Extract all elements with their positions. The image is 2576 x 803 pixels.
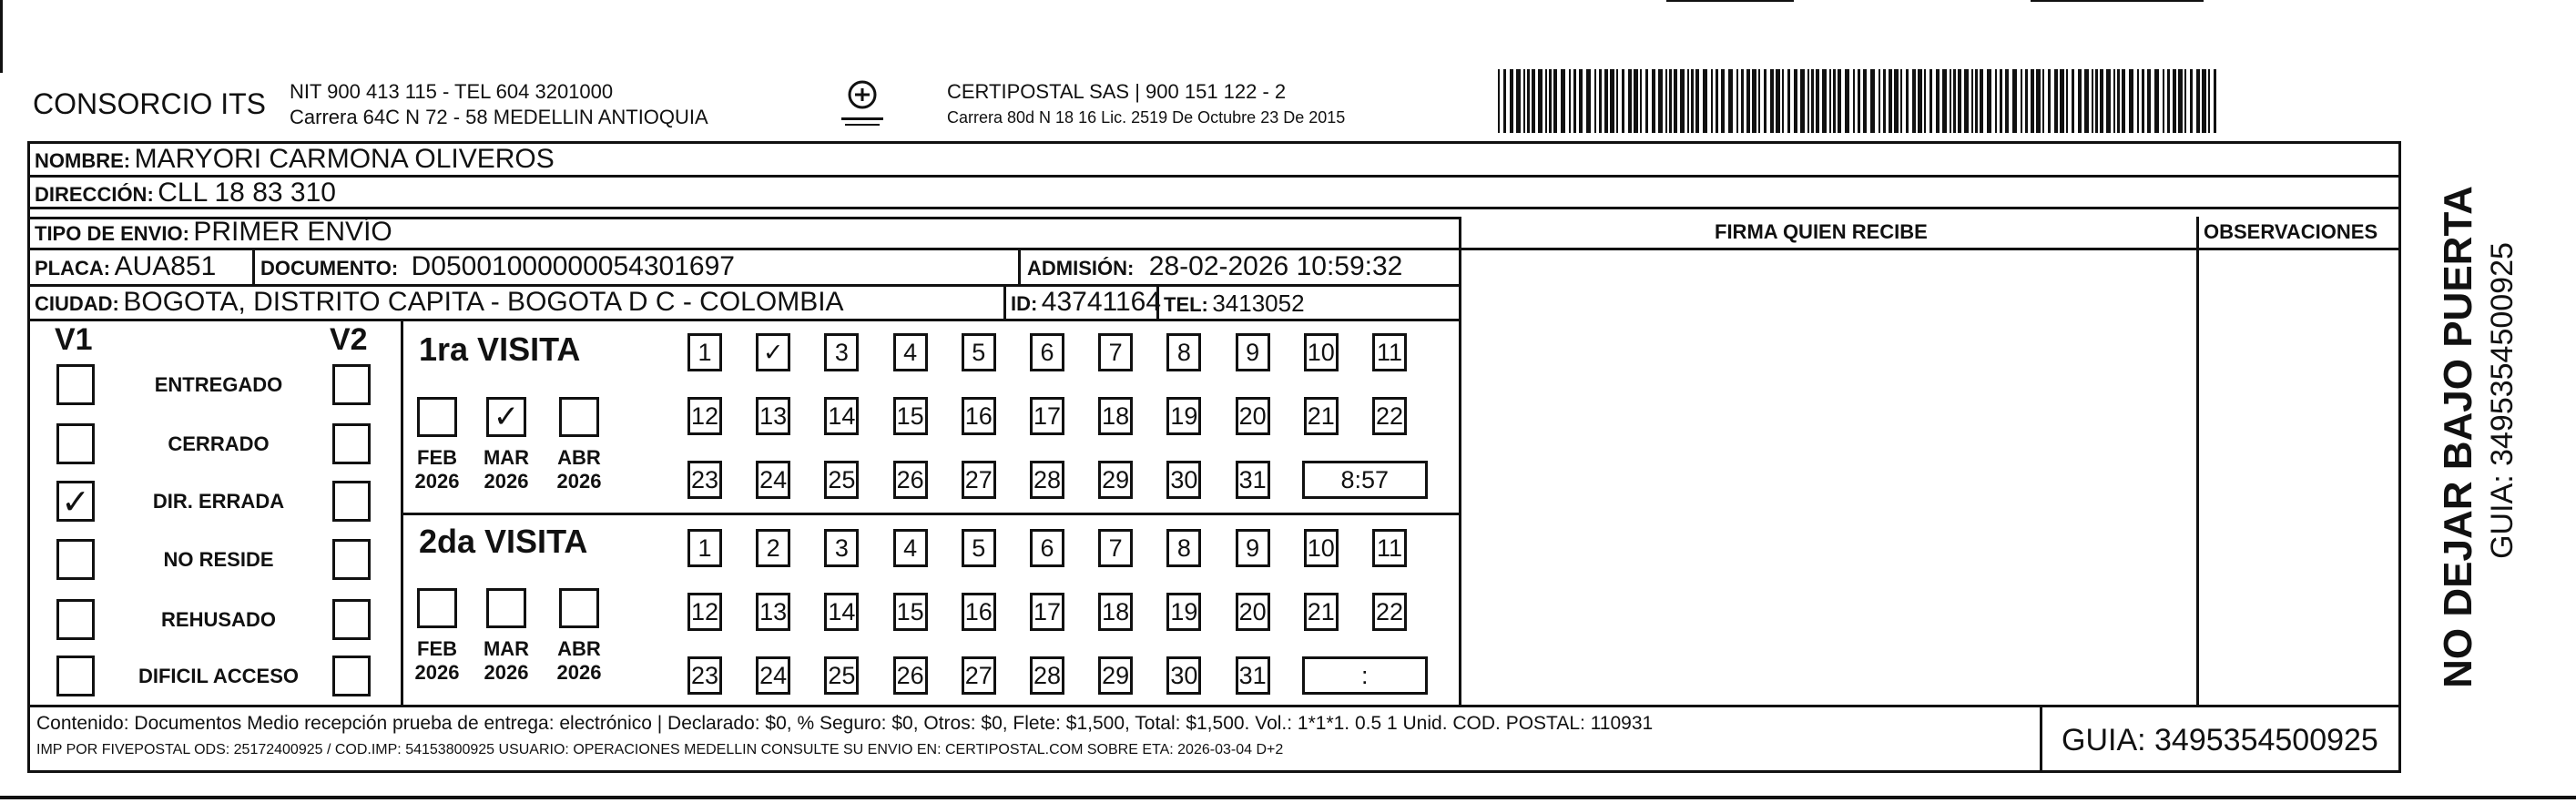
barcode-bar	[1728, 69, 1733, 133]
barcode-bar	[1894, 69, 1899, 133]
barcode-bar	[2129, 69, 2133, 133]
barcode-bar	[1599, 69, 1602, 133]
barcode-bar	[2202, 69, 2206, 133]
barcode-bar	[2078, 69, 2082, 133]
observaciones-area[interactable]	[2200, 251, 2398, 703]
month-checkbox[interactable]	[559, 588, 599, 628]
barcode-bar	[1870, 69, 1875, 133]
direccion-label: DIRECCIÓN:	[35, 183, 154, 206]
documento-value: D05001000000054301697	[411, 251, 735, 281]
direccion-row	[35, 179, 336, 207]
month-label: ABR	[557, 637, 601, 660]
barcode-bar	[2072, 69, 2074, 133]
barcode-bar	[2173, 69, 2176, 133]
barcode-bar	[1987, 69, 1991, 133]
footer-line1: Contenido: Documentos Medio recepción prueba de entrega: electrónico | Declarado: $0, % Seguro: $0, Otros: $0, Flete: $1,500, Total: $1,500. Vol.: 1*1*1. 0.5 1 Unid. COD. POSTAL: 110931	[36, 713, 1654, 734]
visit2-title: 2da VISITA	[419, 523, 588, 560]
barcode-bar	[2122, 69, 2125, 133]
ciudad-value: BOGOTA, DISTRITO CAPITA - BOGOTA D C - COLOMBIA	[123, 287, 844, 317]
day-box[interactable]: 6	[1030, 529, 1064, 567]
day-box[interactable]: 17	[1030, 593, 1064, 631]
certipostal-logo	[830, 76, 894, 131]
barcode-bar	[1776, 69, 1780, 133]
barcode-bar	[1929, 69, 1932, 133]
company-name: CONSORCIO ITS	[33, 87, 267, 120]
barcode-bar	[2190, 69, 2193, 133]
day-box[interactable]: 23	[687, 656, 722, 695]
day-box[interactable]: 3	[824, 529, 859, 567]
status-label: REHUSADO	[161, 608, 276, 631]
barcode-bar	[1787, 69, 1790, 133]
barcode-bar	[1953, 69, 1956, 133]
day-box[interactable]: 1	[687, 333, 722, 371]
col-line	[401, 319, 403, 705]
nombre-label: NOMBRE:	[35, 149, 131, 172]
barcode-bar	[1800, 69, 1805, 133]
v2-label: V2	[330, 322, 368, 357]
direccion-value: CLL 18 83 310	[158, 178, 336, 208]
day-box[interactable]: 18	[1098, 397, 1133, 435]
barcode-bar	[1912, 69, 1916, 133]
day-box[interactable]: 31	[1236, 461, 1270, 499]
barcode-bar	[1628, 69, 1632, 133]
month-label: FEB	[417, 637, 457, 660]
time-box[interactable]: 8:57	[1302, 461, 1428, 499]
barcode-bar	[1833, 69, 1836, 133]
top-right-mark-small	[1666, 0, 1794, 2]
day-box[interactable]: 15	[893, 593, 928, 631]
day-box[interactable]: 5	[962, 333, 996, 371]
barcode-bar	[2178, 69, 2183, 133]
day-box[interactable]: 4	[893, 529, 928, 567]
day-box[interactable]: 27	[962, 461, 996, 499]
barcode-bar	[1561, 69, 1565, 133]
day-box[interactable]: 15	[893, 397, 928, 435]
barcode-bar	[1764, 69, 1767, 133]
v1-label: V1	[55, 322, 93, 357]
v2-checkbox[interactable]	[332, 656, 371, 696]
barcode-bar	[1863, 69, 1867, 133]
barcode-bar	[1687, 69, 1689, 133]
barcode-bar	[1900, 69, 1902, 133]
day-box[interactable]: ✓	[756, 333, 790, 371]
barcode-bar	[1594, 69, 1596, 133]
barcode-bar	[1691, 69, 1694, 133]
barcode-bar	[1703, 69, 1707, 133]
day-box[interactable]: 23	[687, 461, 722, 499]
barcode-bar	[1770, 69, 1774, 133]
day-box[interactable]: 7	[1098, 529, 1133, 567]
barcode-bar	[1975, 69, 1978, 133]
day-box[interactable]: 21	[1304, 593, 1339, 631]
day-box[interactable]: 28	[1030, 656, 1064, 695]
barcode-bar	[1752, 69, 1756, 133]
barcode-bar	[1622, 69, 1624, 133]
barcode-bar	[1964, 69, 1969, 133]
day-box[interactable]: 16	[962, 593, 996, 631]
month-checkbox[interactable]	[417, 397, 457, 437]
day-box[interactable]: 4	[893, 333, 928, 371]
barcode-bar	[1918, 69, 1922, 133]
barcode-bar	[1782, 69, 1784, 133]
row-line	[27, 319, 1459, 321]
v1-checkbox[interactable]	[56, 364, 95, 405]
company-address: Carrera 64C N 72 - 58 MEDELLIN ANTIOQUIA	[290, 106, 708, 128]
barcode-bar	[1794, 69, 1797, 133]
barcode-bar	[2060, 69, 2064, 133]
barcode-bar	[1811, 69, 1814, 133]
day-box[interactable]: 3	[824, 333, 859, 371]
barcode-bar	[1579, 69, 1583, 133]
day-box[interactable]: 7	[1098, 333, 1133, 371]
admision-label: ADMISIÓN:	[1027, 257, 1135, 280]
certipostal-line1: CERTIPOSTAL SAS | 900 151 122 - 2	[947, 80, 1287, 103]
barcode-bar	[1573, 69, 1576, 133]
barcode-bar	[2106, 69, 2111, 133]
row-line	[27, 175, 2401, 178]
col-line	[1459, 217, 1461, 705]
barcode-bar	[2208, 69, 2210, 133]
barcode-bar	[1674, 69, 1677, 133]
day-box[interactable]: 11	[1372, 333, 1407, 371]
day-box[interactable]: 29	[1098, 656, 1133, 695]
month-label: MAR	[483, 446, 530, 469]
barcode-bar	[1924, 69, 1926, 133]
day-box[interactable]: 16	[962, 397, 996, 435]
col-line	[2196, 217, 2199, 705]
barcode-bar	[1569, 69, 1571, 133]
barcode-bar	[2184, 69, 2186, 133]
admision-cell	[1027, 253, 1402, 280]
barcode-bar	[1523, 69, 1525, 133]
barcode-bar	[2005, 69, 2009, 133]
day-box[interactable]: 26	[893, 461, 928, 499]
v1-checkbox[interactable]	[56, 539, 95, 580]
day-box[interactable]: 13	[756, 397, 790, 435]
placa-value: AUA851	[114, 251, 217, 281]
day-box[interactable]: 9	[1236, 529, 1270, 567]
day-box[interactable]: 24	[756, 461, 790, 499]
ciudad-label: CIUDAD:	[35, 292, 119, 315]
barcode-bar	[1942, 69, 1947, 133]
v2-checkbox[interactable]	[332, 599, 371, 640]
month-label: MAR	[483, 637, 530, 660]
no-dejar-vertical: NO DEJAR BAJO PUERTA	[2436, 186, 2480, 688]
day-box[interactable]: 20	[1236, 593, 1270, 631]
ciudad-cell	[35, 289, 844, 316]
barcode-bar	[1498, 69, 1500, 133]
month-year: 2026	[414, 470, 460, 493]
barcode-bar	[1711, 69, 1713, 133]
barcode-bar	[1853, 69, 1855, 133]
bottom-cut-line	[0, 796, 2576, 799]
footer-guia: GUIA: 3495354500925	[2062, 723, 2378, 757]
day-box[interactable]: 19	[1166, 397, 1201, 435]
day-box[interactable]: 19	[1166, 593, 1201, 631]
v1-checkbox[interactable]	[56, 656, 95, 696]
barcode-bar	[1736, 69, 1738, 133]
barcode-bar	[2147, 69, 2151, 133]
v1-checkbox[interactable]	[56, 423, 95, 464]
nombre-value: MARYORI CARMONA OLIVEROS	[134, 144, 555, 174]
barcode-bar	[2025, 69, 2028, 133]
day-box[interactable]: 21	[1304, 397, 1339, 435]
day-box[interactable]: 17	[1030, 397, 1064, 435]
barcode-bar	[1838, 69, 1841, 133]
barcode-bar	[2048, 69, 2051, 133]
tipo-row	[35, 219, 392, 246]
id-label: ID:	[1011, 292, 1038, 315]
barcode-bar	[1527, 69, 1530, 133]
barcode-bar	[1503, 69, 1506, 133]
barcode-bar	[1822, 69, 1827, 133]
barcode-bar	[1586, 69, 1591, 133]
day-box[interactable]: 5	[962, 529, 996, 567]
visit1-title: 1ra VISITA	[419, 330, 581, 368]
month-year: 2026	[484, 470, 529, 493]
barcode-bar	[1545, 69, 1547, 133]
v2-checkbox[interactable]	[332, 481, 371, 522]
day-box[interactable]: 22	[1372, 397, 1407, 435]
barcode-bar	[2054, 69, 2058, 133]
month-year: 2026	[414, 661, 460, 684]
day-box[interactable]: 10	[1304, 333, 1339, 371]
status-label: DIR. ERRADA	[152, 490, 285, 513]
barcode-bar	[1746, 69, 1750, 133]
tel-label: TEL:	[1164, 293, 1208, 316]
barcode-bar	[1538, 69, 1543, 133]
day-box[interactable]: 8	[1166, 529, 1201, 567]
barcode-bar	[1532, 69, 1535, 133]
barcode-bar	[2214, 69, 2216, 133]
barcode-bar	[1980, 69, 1983, 133]
day-box[interactable]: 8	[1166, 333, 1201, 371]
barcode-bar	[1695, 69, 1699, 133]
barcode-bar	[1610, 69, 1614, 133]
day-box[interactable]: 11	[1372, 529, 1407, 567]
day-box[interactable]: 20	[1236, 397, 1270, 435]
barcode-bar	[1716, 69, 1718, 133]
barcode-bar	[1816, 69, 1819, 133]
day-box[interactable]: 18	[1098, 593, 1133, 631]
row-line	[1459, 248, 2401, 250]
nombre-row	[35, 146, 555, 173]
barcode-bar	[2042, 69, 2044, 133]
placa-label: PLACA:	[35, 257, 111, 280]
day-box[interactable]: 31	[1236, 656, 1270, 695]
barcode-bar	[2196, 69, 2200, 133]
barcode-bar	[1845, 69, 1849, 133]
day-box[interactable]: 26	[893, 656, 928, 695]
month-label: FEB	[417, 446, 457, 469]
barcode-bar	[2095, 69, 2098, 133]
day-box[interactable]: 28	[1030, 461, 1064, 499]
barcode-bar	[2084, 69, 2089, 133]
barcode-bar	[2000, 69, 2002, 133]
col-line	[1018, 248, 1021, 284]
barcode-bar	[1616, 69, 1618, 133]
barcode-bar	[2167, 69, 2170, 133]
day-box[interactable]: 27	[962, 656, 996, 695]
barcode-bar	[1680, 69, 1685, 133]
month-checkbox[interactable]	[486, 588, 526, 628]
top-right-mark	[2031, 0, 2204, 2]
id-value: 43741164	[1041, 287, 1162, 317]
documento-label: DOCUMENTO:	[260, 257, 399, 280]
month-year: 2026	[484, 661, 529, 684]
barcode-bar	[2066, 69, 2068, 133]
barcode-bar	[2100, 69, 2103, 133]
barcode-bar	[1829, 69, 1831, 133]
barcode-bar	[2117, 69, 2120, 133]
tel-value: 3413052	[1212, 290, 1305, 317]
status-label: DIFICIL ACCESO	[137, 665, 299, 687]
barcode-bar	[2154, 69, 2159, 133]
id-cell	[1011, 289, 1161, 316]
documento-cell	[260, 253, 735, 280]
day-box[interactable]: 9	[1236, 333, 1270, 371]
barcode-bar	[1936, 69, 1940, 133]
left-edge-mark	[0, 0, 3, 73]
company-nit: NIT 900 413 115 - TEL 604 3201000	[290, 80, 614, 103]
barcode-bar	[2163, 69, 2164, 133]
barcode-bar	[1971, 69, 1973, 133]
tipo-label: TIPO DE ENVIO:	[35, 222, 189, 245]
barcode-bar	[1645, 69, 1648, 133]
day-box[interactable]: 6	[1030, 333, 1064, 371]
footer-line2: IMP POR FIVEPOSTAL ODS: 25172400925 / COD.IMP: 54153800925 USUARIO: OPERACIONES MEDELLIN CONSULTE SU ENVIO EN: CERTIPOSTAL.COM SOBRE ETA: 2026-03-04 D+2	[36, 742, 1284, 757]
day-box[interactable]: 29	[1098, 461, 1133, 499]
barcode-bar	[1721, 69, 1725, 133]
status-label: NO RESIDE	[163, 548, 274, 571]
day-box[interactable]: 14	[824, 593, 859, 631]
month-label: ABR	[557, 446, 601, 469]
day-box[interactable]: 25	[824, 656, 859, 695]
firma-header: FIRMA QUIEN RECIBE	[1715, 220, 1928, 243]
barcode-bar	[1634, 69, 1638, 133]
barcode-bar	[1669, 69, 1672, 133]
barcode-bar	[1741, 69, 1744, 133]
col-line	[2040, 705, 2042, 773]
firma-area[interactable]	[1462, 251, 2194, 703]
day-box[interactable]: 13	[756, 593, 790, 631]
guia-vertical: GUIA: 3495354500925	[2485, 242, 2520, 559]
day-box[interactable]: 22	[1372, 593, 1407, 631]
barcode-bar	[1883, 69, 1886, 133]
month-checkbox[interactable]	[559, 397, 599, 437]
barcode-bar	[1889, 69, 1892, 133]
observaciones-header: OBSERVACIONES	[2204, 220, 2378, 243]
day-box[interactable]: 24	[756, 656, 790, 695]
barcode-bar	[1652, 69, 1655, 133]
certipostal-line2: Carrera 80d N 18 16 Lic. 2519 De Octubre 23 De 2015	[947, 108, 1346, 127]
month-checkbox[interactable]: ✓	[486, 397, 526, 437]
placa-cell	[35, 253, 216, 280]
v1-checkbox[interactable]	[56, 599, 95, 640]
barcode-bar	[2092, 69, 2093, 133]
admision-value: 28-02-2026 10:59:32	[1148, 251, 1403, 281]
barcode-bar	[2021, 69, 2022, 133]
row-line	[27, 207, 2401, 209]
barcode-bar	[1549, 69, 1552, 133]
day-box[interactable]: 25	[824, 461, 859, 499]
v2-checkbox[interactable]	[332, 423, 371, 464]
tel-cell	[1164, 291, 1305, 315]
barcode-bar	[1510, 69, 1513, 133]
barcode-bar	[2113, 69, 2115, 133]
barcode-bar	[2012, 69, 2017, 133]
v2-checkbox[interactable]	[332, 364, 371, 405]
barcode-bar	[1950, 69, 1951, 133]
barcode-bar	[1879, 69, 1880, 133]
status-label: ENTREGADO	[154, 373, 283, 396]
time-box[interactable]: :	[1302, 656, 1428, 695]
barcode-bar	[1516, 69, 1521, 133]
col-line	[252, 248, 255, 284]
barcode-bar	[1604, 69, 1608, 133]
col-line	[1003, 284, 1006, 319]
row-line	[401, 513, 1459, 515]
barcode	[1498, 69, 2226, 133]
barcode-bar	[2031, 69, 2034, 133]
v1-checkbox[interactable]: ✓	[56, 481, 95, 522]
day-box[interactable]: 14	[824, 397, 859, 435]
barcode-bar	[1665, 69, 1667, 133]
day-box[interactable]: 12	[687, 593, 722, 631]
month-checkbox[interactable]	[417, 588, 457, 628]
footer-line	[27, 705, 2401, 707]
tipo-value: PRIMER ENVÍO	[193, 217, 392, 247]
barcode-bar	[1553, 69, 1557, 133]
barcode-bar	[1640, 69, 1642, 133]
month-year: 2026	[556, 661, 602, 684]
status-label: CERRADO	[168, 432, 270, 455]
barcode-bar	[1995, 69, 1997, 133]
day-box[interactable]: 10	[1304, 529, 1339, 567]
barcode-bar	[2137, 69, 2139, 133]
barcode-bar	[1807, 69, 1809, 133]
day-box[interactable]: 30	[1166, 656, 1201, 695]
day-box[interactable]: 1	[687, 529, 722, 567]
month-year: 2026	[556, 470, 602, 493]
row-line	[27, 248, 1459, 250]
barcode-bar	[2142, 69, 2144, 133]
barcode-bar	[1858, 69, 1860, 133]
barcode-bar	[1758, 69, 1760, 133]
barcode-bar	[1958, 69, 1961, 133]
barcode-bar	[1906, 69, 1909, 133]
barcode-bar	[2036, 69, 2041, 133]
day-box[interactable]: 30	[1166, 461, 1201, 499]
day-box[interactable]: 2	[756, 529, 790, 567]
day-box[interactable]: 12	[687, 397, 722, 435]
v2-checkbox[interactable]	[332, 539, 371, 580]
barcode-bar	[1658, 69, 1663, 133]
